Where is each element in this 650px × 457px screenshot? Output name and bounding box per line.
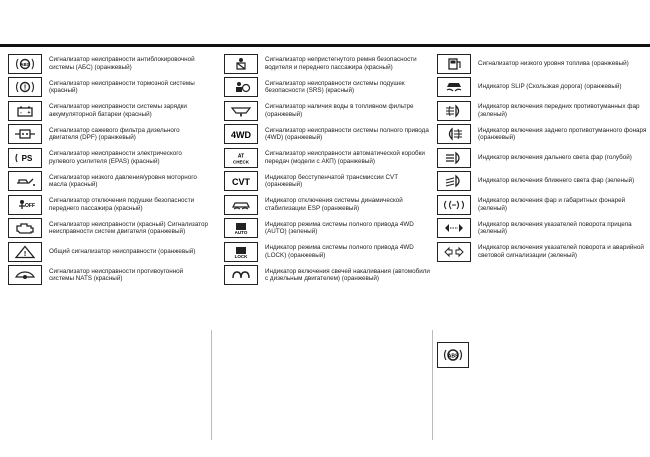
divider-2 xyxy=(432,330,433,440)
svg-text:-: - xyxy=(20,109,22,116)
col1-item xyxy=(8,123,208,147)
col2-item-text: Индикатор бесступенчатой трансмиссии CVT (оранжевый) xyxy=(265,173,398,189)
abs-icon xyxy=(437,342,469,368)
turn-icon xyxy=(437,242,471,262)
col1-item-text: Сигнализатор низкого давления/уровня моторного масла (красный) xyxy=(49,173,197,189)
svg-text:CVT: CVT xyxy=(232,177,250,188)
abs-icon xyxy=(8,54,42,74)
col2-item-text: Индикатор режима системы полного привода 4WD (AUTO) (зеленый) xyxy=(265,220,414,236)
col3-item xyxy=(437,146,647,170)
svg-text:4WD: 4WD xyxy=(231,130,251,141)
col3-item-text: Индикатор включения фар и габаритных фонарей (зеленый) xyxy=(478,197,626,212)
col2-item xyxy=(224,76,434,100)
col2-item-text: Сигнализатор неисправности системы подушек безопасности (SRS) (красный) xyxy=(265,79,405,95)
col1-item xyxy=(8,76,208,100)
svg-text:+: + xyxy=(27,109,31,116)
col2-item-text: Индикатор включения свечей накаливания (автомобили с дизельным двигателем) (оранжевый) xyxy=(265,267,430,283)
front-fog-icon xyxy=(437,101,471,121)
col3-item-text: Индикатор включения дальнего света фар (голубой) xyxy=(478,153,632,161)
svg-text:LOCK: LOCK xyxy=(234,253,248,259)
high-beam-icon xyxy=(437,148,471,168)
col3-item xyxy=(437,76,647,100)
title-rule xyxy=(0,44,650,47)
svg-text:CHECK: CHECK xyxy=(232,159,250,165)
col1-item xyxy=(8,217,208,241)
col3-item xyxy=(437,240,647,264)
brake-icon xyxy=(8,77,42,97)
col1-item-text: Сигнализатор неисправности системы зарядки аккумуляторной батареи (красный) xyxy=(49,103,187,118)
col1-item xyxy=(8,170,208,194)
col1-item-text: Сигнализатор отключения подушки безопасности переднего пассажира (красный) xyxy=(49,197,195,212)
esp-off-icon xyxy=(224,195,258,215)
lock-icon xyxy=(224,242,258,262)
svg-text:!: ! xyxy=(23,84,27,92)
divider xyxy=(211,330,212,440)
seatbelt-icon xyxy=(224,54,258,74)
svg-text:AUTO: AUTO xyxy=(234,230,248,236)
col1-item-text: Общий сигнализатор неисправности (оранжевый) xyxy=(49,247,196,255)
svg-text:AT: AT xyxy=(237,153,245,160)
col1-item xyxy=(8,52,208,76)
cvt-icon xyxy=(224,171,258,191)
col2-item xyxy=(224,240,434,264)
col3-item xyxy=(437,52,647,76)
col1-item xyxy=(8,193,208,217)
col3-item-text: Индикатор включения передних противотуманных фар (зеленый) xyxy=(478,103,640,118)
col2-item xyxy=(224,170,434,194)
col3-item xyxy=(437,123,647,147)
column-3 xyxy=(437,52,647,264)
col1-item-text: Сигнализатор неисправности противоугонной системы NATS (красный) xyxy=(49,267,184,283)
glow-icon xyxy=(224,265,258,285)
col3-item-text: Индикатор SLIP (Скользкая дорога) (оранжевый) xyxy=(478,83,622,91)
svg-text:ABS: ABS xyxy=(20,61,30,67)
col1-item-text: Сигнализатор неисправности электрического рулевого усилителя (EPAS) (красный) xyxy=(49,150,182,165)
oil-icon xyxy=(8,171,42,191)
col1-item xyxy=(8,146,208,170)
col3-item xyxy=(437,193,647,217)
atcheck-icon xyxy=(224,148,258,168)
svg-text:!: ! xyxy=(23,250,27,258)
col3-item xyxy=(437,217,647,241)
col1-item xyxy=(8,264,208,288)
col3-item-text: Сигнализатор низкого уровня топлива (оранжевый) xyxy=(478,59,629,67)
parking-icon xyxy=(437,195,471,215)
col1-item-text: Сигнализатор сажевого фильтра дизельного двигателя (DPF) (оранжевый) xyxy=(49,126,180,142)
rear-fog-icon xyxy=(437,124,471,144)
abs-box xyxy=(437,342,642,380)
col2-item-text: Индикатор режима системы полного привода 4WD (LOCK) (оранжевый) xyxy=(265,244,414,259)
low-beam-icon xyxy=(437,171,471,191)
svg-text:PS: PS xyxy=(21,153,33,163)
col3-item xyxy=(437,170,647,194)
col1-item xyxy=(8,99,208,123)
airbag-off-icon xyxy=(8,195,42,215)
svg-text:OFF: OFF xyxy=(25,202,35,209)
col3-item-text: Индикатор включения ближнего света фар (зеленый) xyxy=(478,177,635,185)
trailer-icon xyxy=(437,218,471,238)
srs-icon xyxy=(224,77,258,97)
col3-item-text: Индикатор включения указателей поворота и аварийной световой сигнализации (зеленый) xyxy=(478,244,644,259)
auto-icon xyxy=(224,218,258,238)
col2-item-text: Индикатор отключения системы динамической стабилизации ESP (оранжевый) xyxy=(265,197,403,212)
water-icon xyxy=(224,101,258,121)
col3-item-text: Индикатор включения заднего противотуманного фонаря (оранжевый) xyxy=(478,126,647,142)
col2-item xyxy=(224,193,434,217)
col1-item-text: Сигнализатор неисправности антиблокировочной системы (АБС) (оранжевый) xyxy=(49,56,195,71)
slip-icon xyxy=(437,77,471,97)
eps-icon xyxy=(8,148,42,168)
battery-icon xyxy=(8,101,42,121)
col2-item xyxy=(224,99,434,123)
col1-item-text: Сигнализатор неисправности тормозной системы (красный) xyxy=(49,79,195,95)
col2-item xyxy=(224,52,434,76)
col3-item xyxy=(437,99,647,123)
col2-item-text: Сигнализатор непристегнутого ремня безопасности водителя и переднего пассажира (красный) xyxy=(265,56,417,71)
4wd-icon xyxy=(224,124,258,144)
svg-text:ABS: ABS xyxy=(447,353,459,360)
col2-item-text: Сигнализатор неисправности системы полного привода (4WD) (оранжевый) xyxy=(265,126,429,142)
warning-icon xyxy=(8,242,42,262)
col2-item xyxy=(224,146,434,170)
column-1 xyxy=(8,52,208,287)
col2-item xyxy=(224,123,434,147)
nats-icon xyxy=(8,265,42,285)
column-2 xyxy=(224,52,434,287)
col1-item xyxy=(8,240,208,264)
col1-item-text: Сигнализатор неисправности (красный) Сигнализатор неисправности систем двигателя (оранжевый) xyxy=(49,220,209,236)
col2-item xyxy=(224,217,434,241)
fuel-icon xyxy=(437,54,471,74)
col2-item-text: Сигнализатор неисправности автоматической коробки передач (модели с АКП) (оранжевый) xyxy=(265,150,425,165)
dpf-icon xyxy=(8,124,42,144)
col3-item-text: Индикатор включения указателей поворота прицепа (зеленый) xyxy=(478,220,632,236)
col2-item-text: Сигнализатор наличия воды в топливном фильтре (оранжевый) xyxy=(265,103,414,118)
engine-icon xyxy=(8,218,42,238)
col2-item xyxy=(224,264,434,288)
